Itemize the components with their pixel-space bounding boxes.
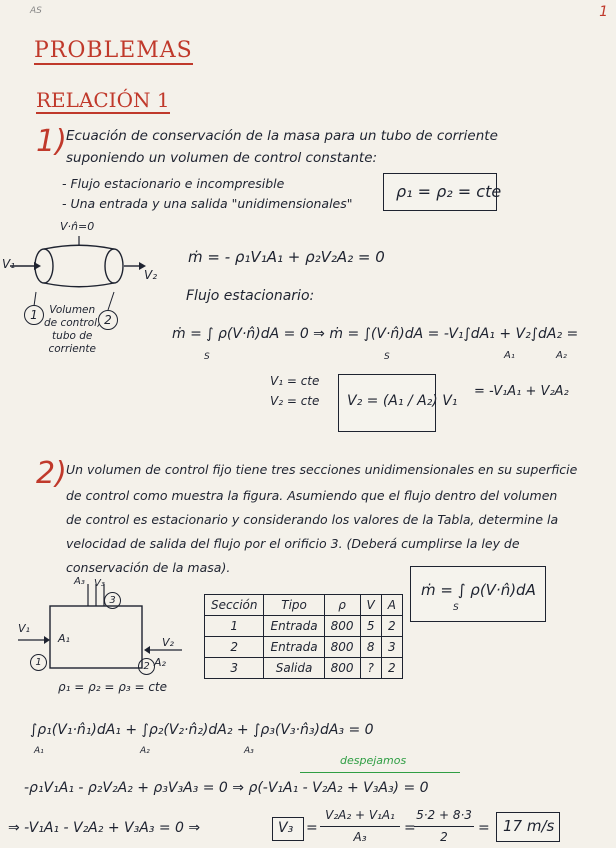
table-cell: Salida: [264, 658, 324, 679]
equals-sign-3: =: [478, 820, 490, 836]
eq-2-limit-s-2: S: [384, 352, 390, 362]
problem-2-statement-line-2: de control como muestra la figura. Asumiendo que el flujo dentro del volumen: [66, 488, 558, 503]
fraction-numerator: V₂A₂ + V₁A₁: [325, 808, 395, 822]
steady-flow-label: Flujo estacionario:: [186, 288, 315, 304]
eq-2-limit-s-1: S: [204, 352, 210, 362]
table-header-cell: Tipo: [264, 595, 324, 616]
caption-line-2: de control,: [44, 317, 101, 329]
table-header-row: [205, 595, 403, 616]
problem-1-equation-1: ṁ = - ρ₁V₁A₁ + ρ₂V₂A₂ = 0: [188, 248, 385, 266]
diagram-v3-label: V₃: [94, 578, 105, 589]
control-volume-diagram: [10, 580, 190, 690]
diagram-caption: [44, 304, 100, 356]
table-cell: 1: [205, 616, 264, 637]
velocity-1-label: V₁: [2, 257, 16, 271]
corner-label-left: AS: [30, 6, 42, 16]
section-table-grid: [204, 594, 403, 679]
table-cell: 800: [324, 616, 360, 637]
table-cell: 5: [360, 616, 381, 637]
eq-1-limit-a2: A₂: [140, 746, 150, 756]
problem-2-statement-line-4: velocidad de salida del flujo por el orificio 3. (Deberá cumplirse la ley de: [66, 536, 520, 551]
eq-2-limit-a1: A₁: [504, 350, 515, 361]
final-result-box: [496, 812, 560, 842]
density-box: [383, 173, 502, 211]
mass-flow-box: [410, 566, 546, 622]
problem-1-equation-3-right: = -V₁A₁ + V₂A₂: [474, 384, 569, 399]
diagram-section-3-circle: 3: [104, 592, 121, 609]
table-header-cell: Sección: [205, 595, 264, 616]
fraction-denominator: A₃: [353, 830, 367, 844]
page-number: 1: [599, 4, 608, 20]
table-cell: ?: [360, 658, 381, 679]
problem-2-equation-1: ∫ρ₁(V₁·n̂₁)dA₁ + ∫ρ₂(V₂·n̂₂)dA₂ + ∫ρ₃(V₃·n̂₃)dA₃ = 0: [30, 722, 374, 738]
section-2-circle: 2: [98, 310, 118, 330]
diagram-a2-label: A₂: [154, 656, 166, 669]
v2-result-text: V₂ = (A₁ / A₂) V₁: [347, 393, 458, 409]
caption-line-4: corriente: [48, 343, 96, 355]
table-cell: 800: [324, 637, 360, 658]
table-cell: Entrada: [264, 637, 324, 658]
diagram-v1-label: V₁: [18, 622, 30, 635]
caption-line-1: Volumen: [49, 304, 96, 316]
outlet-section: [105, 249, 123, 283]
problem-2-statement-line-5: conservación de la masa).: [66, 560, 231, 575]
eq-1-limit-a1: A₁: [34, 746, 44, 756]
table-cell: 2: [205, 637, 264, 658]
final-result-text: 17 m/s: [503, 817, 555, 835]
mass-flow-box-limit: S: [453, 603, 459, 613]
problem-1-statement-line-1: Ecuación de conservación de la masa para un tubo de corriente: [66, 128, 498, 144]
equals-sign-2: =: [404, 820, 416, 836]
table-row: [205, 616, 403, 637]
caption-line-3: tubo de: [52, 330, 93, 342]
table-cell: 3: [205, 658, 264, 679]
diagram-density-label: ρ₁ = ρ₂ = ρ₃ = cte: [58, 680, 168, 694]
despejamos-underline: [300, 772, 460, 773]
diagram-a1-label: A₁: [58, 632, 70, 645]
problem-1-bullet-2: - Una entrada y una salida "unidimensionales": [62, 196, 353, 211]
table-header-cell: A: [381, 595, 402, 616]
problem-1-statement-line-2: suponiendo un volumen de control constante:: [66, 150, 378, 166]
eq-1-limit-a3: A₃: [244, 746, 254, 756]
numeric-numerator: 5·2 + 8·3: [416, 808, 472, 822]
diagram-section-2-circle: 2: [138, 658, 155, 675]
v1-constant: V₁ = cte: [270, 374, 320, 388]
diagram-section-1-circle: 1: [30, 654, 47, 671]
table-row: [205, 637, 403, 658]
table-cell: 2: [381, 658, 402, 679]
problem-1-equation-2: ṁ = ∫ ρ(V·n̂)dA = 0 ⇒ ṁ = ∫(V·n̂)dA = -V₁∫dA₁ + V₂∫dA₂ =: [172, 326, 579, 342]
main-title: PROBLEMAS: [34, 38, 193, 63]
v3-box: [272, 817, 304, 841]
numeric-fraction-bar: [414, 826, 474, 827]
mass-flow-box-text: ṁ = ∫ ρ(V·n̂)dA: [421, 581, 536, 599]
problem-2-equation-2: -ρ₁V₁A₁ - ρ₂V₂A₂ + ρ₃V₃A₃ = 0 ⇒ ρ(-V₁A₁ - V₂A₂ + V₃A₃) = 0: [24, 780, 429, 796]
table-row: [205, 658, 403, 679]
density-box-text: ρ₁ = ρ₂ = cte: [396, 182, 502, 201]
table-cell: 8: [360, 637, 381, 658]
problem-2-statement-line-3: de control es estacionario y considerando los valores de la Tabla, determine la: [66, 512, 559, 527]
problem-1-bullet-1: - Flujo estacionario e incompresible: [62, 176, 285, 191]
relation-title: RELACIÓN 1: [36, 88, 170, 112]
diagram-v2-label: V₂: [162, 636, 174, 649]
table-header-cell: V: [360, 595, 381, 616]
v3-box-text: V₃: [278, 820, 294, 836]
v2-constant: V₂ = cte: [270, 394, 320, 408]
velocity-2-label: V₂: [144, 268, 158, 282]
table-cell: Entrada: [264, 616, 324, 637]
v2-result-box: [338, 374, 458, 432]
table-cell: 3: [381, 637, 402, 658]
equals-sign-1: =: [306, 820, 318, 836]
section-1-circle: 1: [24, 305, 44, 325]
table-header-cell: ρ: [324, 595, 360, 616]
numeric-denominator: 2: [440, 830, 448, 844]
section-table: [204, 594, 403, 679]
normal-velocity-label: V·n̂=0: [60, 220, 95, 233]
despejamos-note: despejamos: [340, 754, 407, 767]
problem-2-number: 2): [36, 456, 67, 491]
eq-2-limit-a2: A₂: [556, 350, 567, 361]
problem-1-number: 1): [36, 124, 67, 159]
problem-2-equation-3-left: ⇒ -V₁A₁ - V₂A₂ + V₃A₃ = 0 ⇒: [8, 820, 201, 836]
diagram-a3-label: A₃: [74, 576, 85, 587]
problem-2-statement-line-1: Un volumen de control fijo tiene tres secciones unidimensionales en su superficie: [66, 462, 578, 477]
fraction-bar: [320, 826, 400, 827]
table-cell: 800: [324, 658, 360, 679]
table-cell: 2: [381, 616, 402, 637]
